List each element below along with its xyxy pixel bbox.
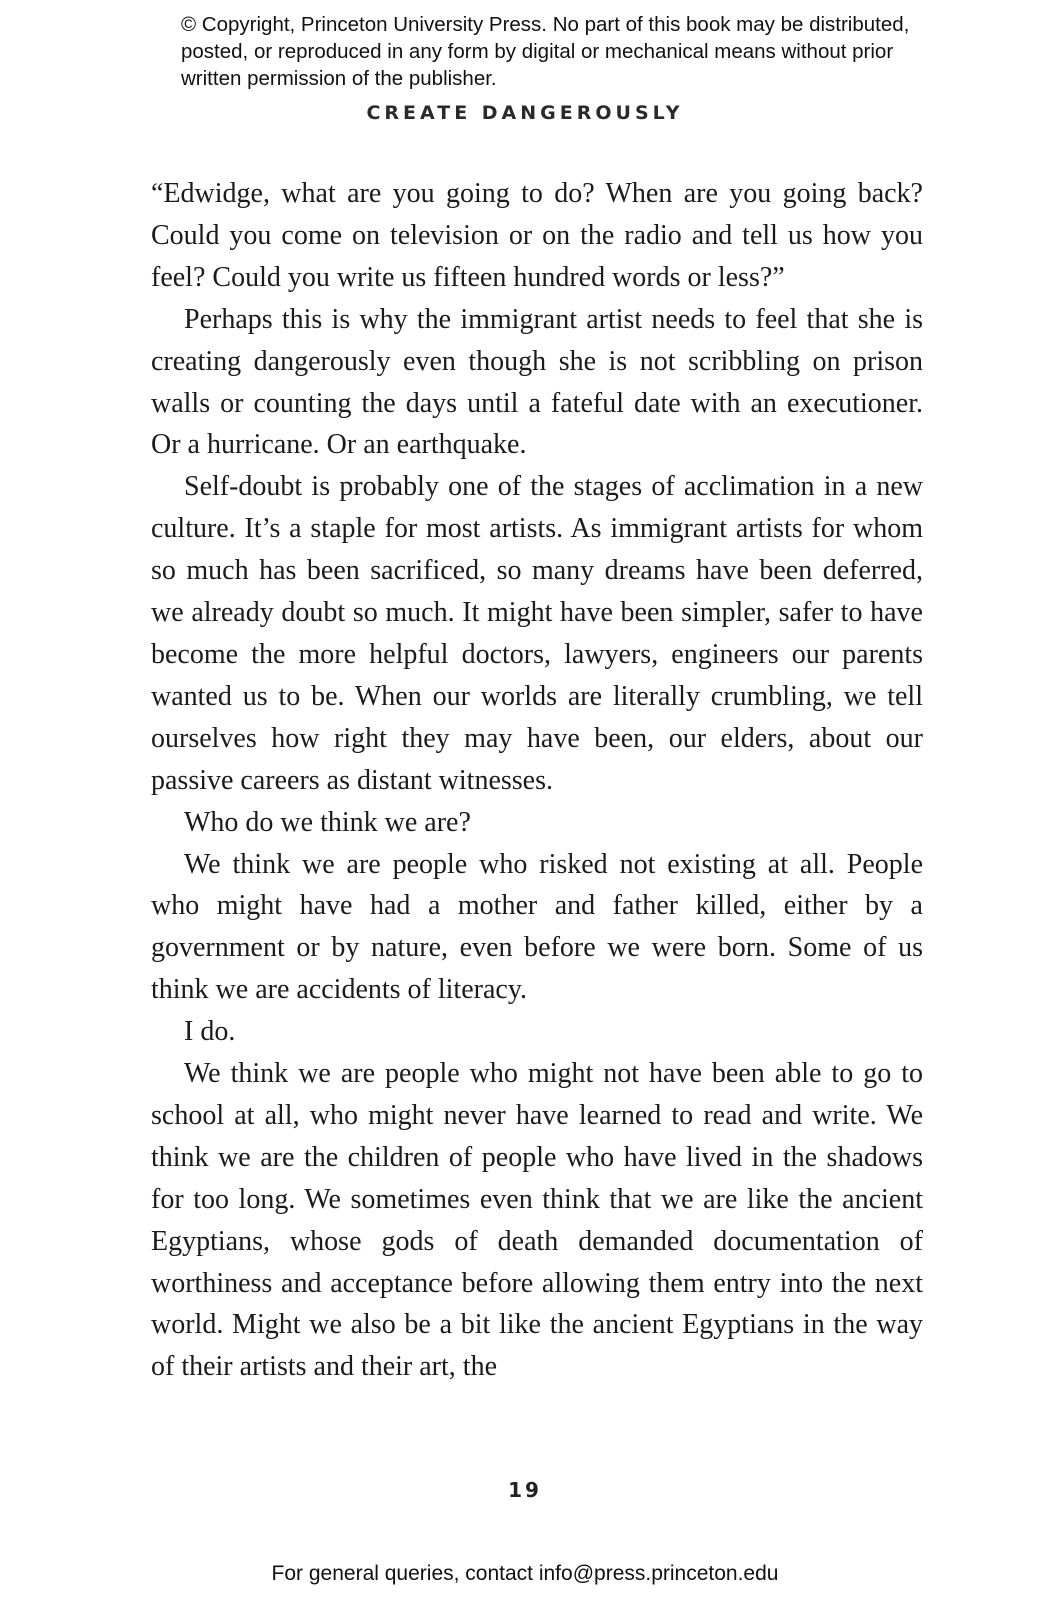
copyright-notice: © Copyright, Princeton University Press. No part of this book may be distributed, posted, or reproduced in any form by digital or mechanical means without prior written permission of the publisher. <box>181 13 910 90</box>
paragraph-5: We think we are people who risked not existing at all. People who might have had a mother and father killed, either by a government or by nature, even before we were born. Some of us think we are accidents of literacy. <box>151 848 923 1006</box>
footer-contact: For general queries, contact info@press.princeton.edu <box>271 1562 779 1585</box>
paragraph-6: I do. <box>184 1016 236 1048</box>
paragraph-7: We think we are people who might not have been able to go to school at all, who might never have learned to read and write. We think we are the children of people who have lived in the shadows for too long. We sometimes even think that we are like the ancient Egyptians, whose gods of death demanded documentation of worthiness and acceptance before allowing them entry into the next world. Might we also be a bit like the ancient Egyptians in the way of their artists and their art, the <box>151 1058 923 1383</box>
paragraph-2: Perhaps this is why the immigrant artist needs to feel that she is creating dangerously even though she is not scribbling on prison walls or counting the days until a fateful date with an executioner. Or a hurricane. Or an earthquake. <box>151 303 923 461</box>
paragraph-3: Self-doubt is probably one of the stages of acclimation in a new culture. It’s a staple for most artists. As immigrant artists for whom so much has been sacrificed, so many dreams have been deferred, we already doubt so much. It might have been simpler, safer to have become the more helpful doctors, lawyers, engineers our parents wanted us to be. When our worlds are literally crumbling, we tell ourselves how right they may have been, our elders, about our passive careers as distant witnesses. <box>151 471 923 796</box>
paragraph-1: “Edwidge, what are you going to do? When are you going back? Could you come on television or on the radio and tell us how you feel? Could you write us fifteen hundred words or less?” <box>151 178 923 293</box>
page-number: 19 <box>508 1478 542 1502</box>
paragraph-4: Who do we think we are? <box>184 806 471 838</box>
body-text <box>151 173 923 1388</box>
running-head: CREATE DANGEROUSLY <box>366 102 684 124</box>
